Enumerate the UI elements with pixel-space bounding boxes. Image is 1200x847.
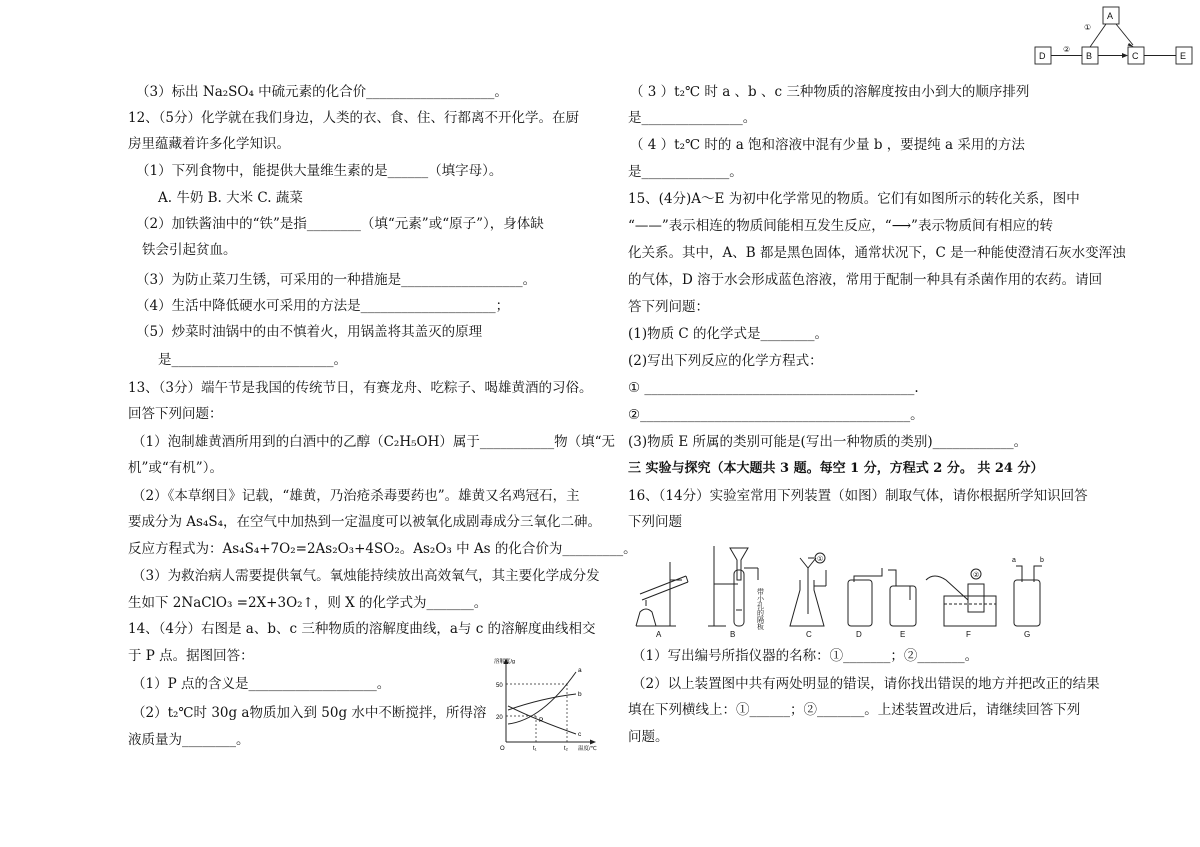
q14-title: 14、（4分）右图是 a、b、c 三种物质的溶解度曲线，a与 c 的溶解度曲线相交 <box>128 621 596 637</box>
q14-3-cont: 是_______________。 <box>628 110 757 126</box>
q12-5-cont: 是________________________。 <box>158 352 347 368</box>
q12-4: （4）生活中降低硬水可采用的方法是____________________； <box>136 298 510 314</box>
mark-2: ② <box>1063 45 1071 54</box>
label-b: b <box>578 691 582 698</box>
node-a: A <box>1107 11 1114 21</box>
q15-text-4: 的气体，D 溶于水会形成蓝色溶液，常用于配制一种具有杀菌作用的农药。请回 <box>628 272 1103 288</box>
q13-1-cont: 机”或“有机”）。 <box>128 460 223 476</box>
q15-text-2: “——”表示相连的物质间能相互发生反应，“⟶”表示物质间有相应的转 <box>628 218 1053 234</box>
q15-title: 15、(4分)A～E 为初中化学常见的物质。它们有如图所示的转化关系，图中 <box>628 191 1080 207</box>
curve-b <box>508 694 576 710</box>
q14-3: （ 3 ）t₂℃ 时 a 、b 、c 三种物质的溶解度按由小到大的顺序排列 <box>630 84 1030 100</box>
q14-title-cont: 于 P 点。据图回答： <box>128 648 254 664</box>
q16-title: 16、（14分）实验室常用下列装置（如图）制取气体，请你根据所学知识回答 <box>628 488 1088 504</box>
q14-2: （2）t₂℃时 30g a物质加入到 50g 水中不断搅拌，所得溶 <box>132 705 487 721</box>
q13-1: （1）泡制雄黄酒所用到的白酒中的乙醇（C₂H₅OH）属于___________物（填“无 <box>132 434 616 450</box>
q12-title: 12、（5分）化学就在我们身边，人类的衣、食、住、行都离不开化学。在厨 <box>128 110 580 126</box>
q13-title: 13、（3分）端午节是我国的传统节日，有赛龙舟、吃粽子、喝雄黄酒的习俗。 <box>128 380 593 396</box>
node-c: C <box>1132 51 1139 61</box>
q11-3: （3）标出 Na₂SO₄ 中硫元素的化合价___________________。 <box>136 84 508 100</box>
q15-text-3: 化关系。其中，A、B 都是黑色固体，通常状况下，C 是一种能使澄清石灰水变浑浊 <box>628 245 1126 261</box>
apparatus-b <box>708 546 758 626</box>
apparatus-c <box>790 553 826 626</box>
q14-1: （1）P 点的含义是___________________。 <box>132 676 391 692</box>
q16-2: （2）以上装置图中共有两处明显的错误，请你找出错误的地方并把改正的结果 <box>632 676 1100 692</box>
label-p: P <box>539 717 544 724</box>
q15-2-1: ① ________________________________________. <box>628 380 919 396</box>
q16-2-cont: 填在下列横线上：①______；②_______。上述装置改进后，请继续回答下列 <box>628 702 1081 718</box>
q13-3-cont: 生如下 2NaClO₃ =2X+3O₂↑，则 X 的化学式为_______。 <box>128 595 488 611</box>
b-partition-note: 带小孔的隔板 <box>756 588 764 630</box>
g-port-a: a <box>1012 557 1016 564</box>
q15-2-2: ②________________________________________。 <box>628 407 924 423</box>
lab-apparatus-figure <box>626 540 1064 640</box>
label-g-app: G <box>1024 630 1031 639</box>
node-b: B <box>1086 51 1093 61</box>
q14-4-cont: 是_____________。 <box>628 164 743 180</box>
apparatus-f <box>926 569 996 626</box>
q16-1: （1）写出编号所指仪器的名称：①_______；②_______。 <box>632 648 979 664</box>
node-e: E <box>1180 51 1187 61</box>
label-b-app: B <box>730 630 736 639</box>
q14-4: （ 4 ）t₂℃ 时的 a 饱和溶液中混有少量 b ，要提纯 a 采用的方法 <box>630 137 1025 153</box>
q13-3: （3）为救治病人需要提供氧气。氧烛能持续放出高效氧气，其主要化学成分发 <box>132 568 600 584</box>
label-f-app: F <box>966 630 971 639</box>
tick-y-50: 50 <box>496 683 503 689</box>
label-e-app: E <box>900 630 906 639</box>
q15-text-5: 答下列问题： <box>628 299 709 315</box>
q12-1: （1）下列食物中，能提供大量维生素的是______（填字母）。 <box>136 163 503 179</box>
tick-t2: t₂ <box>564 746 568 752</box>
q12-2-cont: 铁会引起贫血。 <box>142 242 237 258</box>
q14-2-cont: 液质量为________。 <box>128 732 250 748</box>
label-c: c <box>578 731 582 738</box>
tick-origin: O <box>500 746 505 752</box>
graph-xlabel: 温度/℃ <box>578 746 597 752</box>
q12-3: （3）为防止菜刀生锈，可采用的一种措施是__________________。 <box>136 272 537 288</box>
q12-2: （2）加铁酱油中的“铁”是指________（填“元素”或“原子”），身体缺 <box>136 216 544 232</box>
q16-title-cont: 下列问题 <box>628 514 682 530</box>
apparatus-e <box>888 570 916 626</box>
section-3-heading: 三 实验与探究（本大题共 3 题。每空 1 分，方程式 2 分。 共 24 分） <box>628 461 1044 476</box>
app-mark-1: ① <box>817 556 824 563</box>
q15-2: (2)写出下列反应的化学方程式： <box>628 353 823 369</box>
apparatus-d <box>848 568 882 626</box>
q13-title-cont: 回答下列问题： <box>128 406 223 422</box>
label-a-app: A <box>656 630 662 639</box>
label-a: a <box>578 667 582 674</box>
tick-y-20: 20 <box>496 715 503 721</box>
substance-relation-diagram <box>1028 2 1196 68</box>
q12-title-cont: 房里蕴藏着许多化学知识。 <box>128 136 290 152</box>
node-d: D <box>1039 51 1046 61</box>
apparatus-a <box>636 562 688 626</box>
solubility-curve-graph <box>492 654 604 754</box>
q13-2: （2）《本草纲目》记载，“雄黄，乃治疮杀毒要药也”。雄黄又名鸡冠石，主 <box>132 488 580 504</box>
tick-t1: t₁ <box>533 746 537 752</box>
q16-2-cont-2: 问题。 <box>628 729 669 745</box>
graph-ylabel: 溶解度/g <box>494 659 516 665</box>
g-port-b: b <box>1040 557 1044 564</box>
q12-5: （5）炒菜时油锅中的由不慎着火，用锅盖将其盖灭的原理 <box>136 324 483 340</box>
q15-1: (1)物质 C 的化学式是________。 <box>628 326 829 342</box>
q13-2-equation: 反应方程式为：As₄S₄+7O₂=2As₂O₃+4SO₂。As₂O₃ 中 As 的化合价为_________。 <box>128 541 637 557</box>
q13-2-cont: 要成分为 As₄S₄，在空气中加热到一定温度可以被氧化成剧毒成分三氧化二砷。 <box>128 514 602 530</box>
mark-1: ① <box>1084 23 1092 32</box>
q12-1-options: A. 牛奶 B. 大米 C. 蔬菜 <box>158 190 303 206</box>
app-mark-2: ② <box>973 572 980 579</box>
q15-3: (3)物质 E 所属的类别可能是(写出一种物质的类别)____________。 <box>628 434 1028 450</box>
label-d-app: D <box>856 630 862 639</box>
label-c-app: C <box>806 630 812 639</box>
apparatus-g <box>1014 566 1042 626</box>
